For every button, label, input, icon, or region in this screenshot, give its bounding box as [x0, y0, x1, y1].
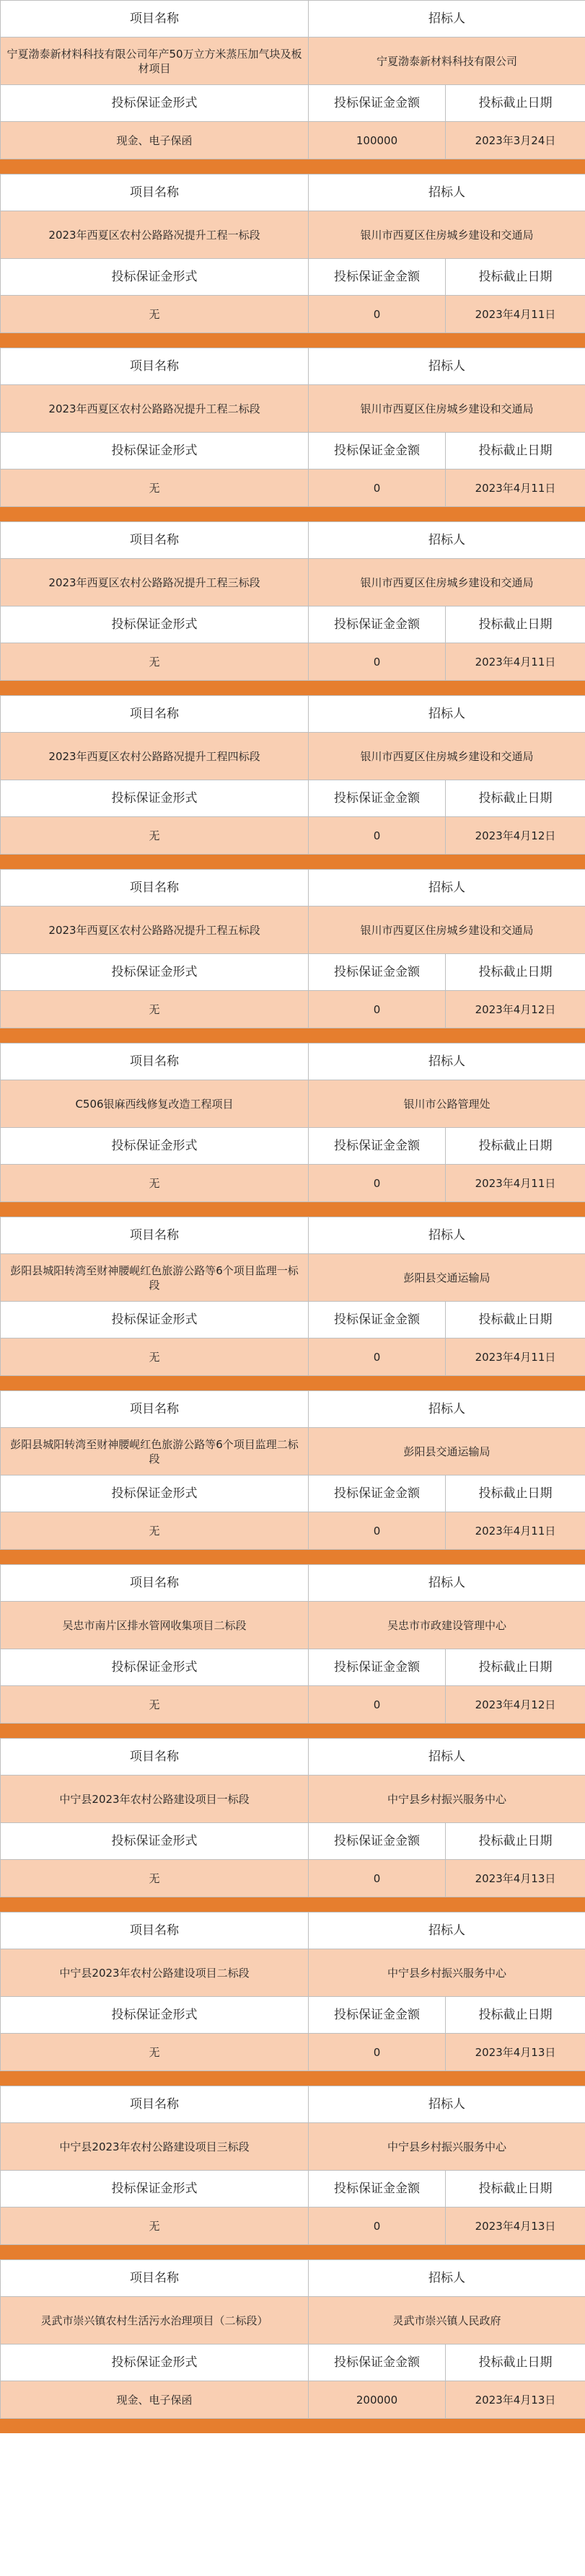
- bond-form-header: 投标保证金形式: [1, 606, 309, 643]
- project-name-value: 宁夏渤泰新材料科技有限公司年产50万立方米蒸压加气块及板材项目: [1, 38, 309, 85]
- tenderer-header: 招标人: [309, 1217, 585, 1254]
- bond-form-value: 无: [1, 1860, 309, 1897]
- deadline-value: 2023年4月13日: [446, 2381, 585, 2419]
- header-row-project: [1, 1044, 585, 1080]
- bond-amount-header: 投标保证金金额: [309, 606, 446, 643]
- header-row-bond: [1, 1823, 585, 1860]
- tenderer-header: 招标人: [309, 2086, 585, 2123]
- bond-amount-value: 0: [309, 1165, 446, 1202]
- bond-amount-header: 投标保证金金额: [309, 1823, 446, 1860]
- bond-form-header: 投标保证金形式: [1, 2171, 309, 2207]
- header-row-bond: [1, 1476, 585, 1512]
- tender-table: [0, 1390, 585, 1550]
- header-row-bond: [1, 1128, 585, 1165]
- header-row-project: [1, 1217, 585, 1254]
- block-separator: [0, 1550, 585, 1564]
- header-row-bond: [1, 433, 585, 469]
- deadline-value: 2023年4月11日: [446, 296, 585, 333]
- value-row-bond: [1, 2381, 585, 2419]
- tenderer-header: 招标人: [309, 175, 585, 211]
- bond-amount-header: 投标保证金金额: [309, 954, 446, 991]
- project-name-header: 项目名称: [1, 1217, 309, 1254]
- value-row-project: [1, 38, 585, 85]
- deadline-header: 投标截止日期: [446, 1128, 585, 1165]
- deadline-header: 投标截止日期: [446, 2345, 585, 2381]
- value-row-bond: [1, 1165, 585, 1202]
- bond-form-value: 现金、电子保函: [1, 122, 309, 159]
- block-separator: [0, 333, 585, 348]
- bond-amount-header: 投标保证金金额: [309, 1476, 446, 1512]
- bond-form-header: 投标保证金形式: [1, 1476, 309, 1512]
- bond-form-value: 无: [1, 296, 309, 333]
- project-name-value: 2023年西夏区农村公路路况提升工程三标段: [1, 559, 309, 606]
- value-row-bond: [1, 817, 585, 855]
- tender-block: [0, 348, 585, 521]
- tender-table: [0, 1217, 585, 1376]
- bond-amount-header: 投标保证金金额: [309, 1649, 446, 1686]
- tenderer-header: 招标人: [309, 1913, 585, 1949]
- tender-table: [0, 348, 585, 507]
- block-separator: [0, 1376, 585, 1390]
- bond-amount-value: 0: [309, 2207, 446, 2245]
- header-row-project: [1, 1391, 585, 1428]
- deadline-header: 投标截止日期: [446, 259, 585, 296]
- tender-table: [0, 1738, 585, 1897]
- bond-form-value: 无: [1, 1165, 309, 1202]
- tenderer-header: 招标人: [309, 1565, 585, 1602]
- tenderer-header: 招标人: [309, 348, 585, 385]
- deadline-value: 2023年4月12日: [446, 1686, 585, 1724]
- project-name-header: 项目名称: [1, 522, 309, 559]
- bond-amount-header: 投标保证金金额: [309, 1128, 446, 1165]
- bond-form-value: 无: [1, 2207, 309, 2245]
- header-row-bond: [1, 85, 585, 122]
- header-row-bond: [1, 1649, 585, 1686]
- tenderer-value: 中宁县乡村振兴服务中心: [309, 1776, 585, 1823]
- bond-form-value: 无: [1, 643, 309, 681]
- tender-table: [0, 695, 585, 855]
- bond-form-value: 现金、电子保函: [1, 2381, 309, 2419]
- value-row-project: [1, 907, 585, 954]
- tender-table: [0, 174, 585, 333]
- tender-block: [0, 1043, 585, 1217]
- bond-form-value: 无: [1, 469, 309, 507]
- tender-table: [0, 0, 585, 159]
- block-separator: [0, 2245, 585, 2259]
- bond-form-header: 投标保证金形式: [1, 954, 309, 991]
- bond-form-value: 无: [1, 1338, 309, 1376]
- header-row-project: [1, 2086, 585, 2123]
- value-row-bond: [1, 1860, 585, 1897]
- value-row-bond: [1, 1512, 585, 1550]
- value-row-bond: [1, 1686, 585, 1724]
- value-row-project: [1, 2297, 585, 2345]
- deadline-header: 投标截止日期: [446, 1476, 585, 1512]
- header-row-bond: [1, 1302, 585, 1338]
- tender-block: [0, 869, 585, 1043]
- header-row-project: [1, 348, 585, 385]
- bond-form-header: 投标保证金形式: [1, 85, 309, 122]
- project-name-value: 中宁县2023年农村公路建设项目三标段: [1, 2123, 309, 2171]
- value-row-project: [1, 1776, 585, 1823]
- deadline-value: 2023年3月24日: [446, 122, 585, 159]
- bond-amount-header: 投标保证金金额: [309, 433, 446, 469]
- tenderer-value: 银川市西夏区住房城乡建设和交通局: [309, 385, 585, 433]
- tenderer-value: 宁夏渤泰新材料科技有限公司: [309, 38, 585, 85]
- block-separator: [0, 855, 585, 869]
- header-row-bond: [1, 606, 585, 643]
- header-row-project: [1, 1565, 585, 1602]
- tenderer-value: 银川市西夏区住房城乡建设和交通局: [309, 211, 585, 259]
- bond-form-value: 无: [1, 1512, 309, 1550]
- tender-table: [0, 2086, 585, 2245]
- tenderer-header: 招标人: [309, 1, 585, 38]
- tenderer-header: 招标人: [309, 696, 585, 733]
- deadline-header: 投标截止日期: [446, 1997, 585, 2034]
- project-name-value: 灵武市崇兴镇农村生活污水治理项目（二标段）: [1, 2297, 309, 2345]
- project-name-header: 项目名称: [1, 1565, 309, 1602]
- block-separator: [0, 1724, 585, 1738]
- tender-table: [0, 1043, 585, 1202]
- deadline-value: 2023年4月12日: [446, 991, 585, 1028]
- bond-amount-value: 200000: [309, 2381, 446, 2419]
- tender-block: [0, 521, 585, 695]
- header-row-project: [1, 522, 585, 559]
- deadline-header: 投标截止日期: [446, 606, 585, 643]
- project-name-header: 项目名称: [1, 1044, 309, 1080]
- tenderer-value: 灵武市崇兴镇人民政府: [309, 2297, 585, 2345]
- block-separator: [0, 159, 585, 174]
- header-row-bond: [1, 2171, 585, 2207]
- value-row-bond: [1, 122, 585, 159]
- value-row-project: [1, 1949, 585, 1997]
- value-row-project: [1, 1428, 585, 1476]
- tenderer-header: 招标人: [309, 1391, 585, 1428]
- tenderer-value: 彭阳县交通运输局: [309, 1428, 585, 1476]
- header-row-project: [1, 870, 585, 907]
- header-row-bond: [1, 259, 585, 296]
- bond-form-header: 投标保证金形式: [1, 259, 309, 296]
- project-name-value: 2023年西夏区农村公路路况提升工程一标段: [1, 211, 309, 259]
- header-row-bond: [1, 2345, 585, 2381]
- block-separator: [0, 1028, 585, 1043]
- deadline-value: 2023年4月11日: [446, 1512, 585, 1550]
- tenderer-value: 银川市西夏区住房城乡建设和交通局: [309, 907, 585, 954]
- value-row-bond: [1, 2034, 585, 2071]
- bond-amount-value: 0: [309, 817, 446, 855]
- tender-block: [0, 1564, 585, 1738]
- deadline-value: 2023年4月12日: [446, 817, 585, 855]
- value-row-project: [1, 385, 585, 433]
- tenderer-header: 招标人: [309, 2260, 585, 2297]
- project-name-value: 彭阳县城阳转湾至财神腰岘红色旅游公路等6个项目监理二标段: [1, 1428, 309, 1476]
- value-row-project: [1, 733, 585, 780]
- deadline-value: 2023年4月11日: [446, 469, 585, 507]
- bond-amount-value: 0: [309, 991, 446, 1028]
- value-row-project: [1, 1602, 585, 1649]
- tender-block: [0, 0, 585, 174]
- project-name-header: 项目名称: [1, 1739, 309, 1776]
- value-row-project: [1, 2123, 585, 2171]
- tenderer-value: 吴忠市市政建设管理中心: [309, 1602, 585, 1649]
- deadline-header: 投标截止日期: [446, 433, 585, 469]
- tender-block: [0, 1912, 585, 2086]
- bond-amount-header: 投标保证金金额: [309, 259, 446, 296]
- header-row-project: [1, 2260, 585, 2297]
- bond-amount-value: 0: [309, 1338, 446, 1376]
- tender-block: [0, 174, 585, 348]
- tenderer-value: 彭阳县交通运输局: [309, 1254, 585, 1302]
- bond-form-header: 投标保证金形式: [1, 433, 309, 469]
- tender-block: [0, 695, 585, 869]
- header-row-bond: [1, 1997, 585, 2034]
- project-name-value: C506银麻西线修复改造工程项目: [1, 1080, 309, 1128]
- deadline-header: 投标截止日期: [446, 1302, 585, 1338]
- value-row-project: [1, 1080, 585, 1128]
- value-row-bond: [1, 2207, 585, 2245]
- deadline-header: 投标截止日期: [446, 1823, 585, 1860]
- bond-amount-header: 投标保证金金额: [309, 2171, 446, 2207]
- project-name-value: 中宁县2023年农村公路建设项目二标段: [1, 1949, 309, 1997]
- bond-amount-value: 0: [309, 643, 446, 681]
- deadline-header: 投标截止日期: [446, 954, 585, 991]
- block-separator: [0, 507, 585, 521]
- block-separator: [0, 2419, 585, 2433]
- project-name-value: 中宁县2023年农村公路建设项目一标段: [1, 1776, 309, 1823]
- tenderer-header: 招标人: [309, 870, 585, 907]
- project-name-header: 项目名称: [1, 1913, 309, 1949]
- deadline-header: 投标截止日期: [446, 85, 585, 122]
- bond-form-header: 投标保证金形式: [1, 1649, 309, 1686]
- block-separator: [0, 681, 585, 695]
- header-row-project: [1, 696, 585, 733]
- value-row-project: [1, 559, 585, 606]
- tender-block: [0, 1217, 585, 1390]
- bond-amount-value: 0: [309, 296, 446, 333]
- project-name-header: 项目名称: [1, 2260, 309, 2297]
- bond-form-header: 投标保证金形式: [1, 1302, 309, 1338]
- tender-table: [0, 1912, 585, 2071]
- bond-form-header: 投标保证金形式: [1, 1997, 309, 2034]
- project-name-header: 项目名称: [1, 175, 309, 211]
- tender-table: [0, 1564, 585, 1724]
- project-name-value: 2023年西夏区农村公路路况提升工程四标段: [1, 733, 309, 780]
- bond-amount-header: 投标保证金金额: [309, 1997, 446, 2034]
- project-name-value: 2023年西夏区农村公路路况提升工程五标段: [1, 907, 309, 954]
- block-separator: [0, 2071, 585, 2086]
- bond-form-header: 投标保证金形式: [1, 1128, 309, 1165]
- tender-table: [0, 2259, 585, 2419]
- bond-amount-value: 0: [309, 2034, 446, 2071]
- tender-block: [0, 1390, 585, 1564]
- block-separator: [0, 1202, 585, 1217]
- bond-amount-header: 投标保证金金额: [309, 2345, 446, 2381]
- deadline-value: 2023年4月11日: [446, 643, 585, 681]
- value-row-bond: [1, 1338, 585, 1376]
- project-name-value: 2023年西夏区农村公路路况提升工程二标段: [1, 385, 309, 433]
- bond-amount-header: 投标保证金金额: [309, 85, 446, 122]
- tenderer-value: 银川市西夏区住房城乡建设和交通局: [309, 559, 585, 606]
- header-row-bond: [1, 780, 585, 817]
- header-row-project: [1, 175, 585, 211]
- bond-amount-header: 投标保证金金额: [309, 780, 446, 817]
- value-row-project: [1, 1254, 585, 1302]
- bond-amount-value: 100000: [309, 122, 446, 159]
- bond-form-value: 无: [1, 991, 309, 1028]
- bond-form-header: 投标保证金形式: [1, 2345, 309, 2381]
- project-name-header: 项目名称: [1, 1, 309, 38]
- value-row-bond: [1, 469, 585, 507]
- tender-table: [0, 869, 585, 1028]
- deadline-value: 2023年4月13日: [446, 2207, 585, 2245]
- header-row-project: [1, 1913, 585, 1949]
- tenderer-value: 银川市公路管理处: [309, 1080, 585, 1128]
- bond-form-value: 无: [1, 1686, 309, 1724]
- value-row-project: [1, 211, 585, 259]
- bond-amount-header: 投标保证金金额: [309, 1302, 446, 1338]
- tender-block: [0, 2259, 585, 2433]
- header-row-project: [1, 1, 585, 38]
- value-row-bond: [1, 296, 585, 333]
- project-name-header: 项目名称: [1, 2086, 309, 2123]
- tender-block: [0, 1738, 585, 1912]
- tender-block: [0, 2086, 585, 2259]
- tenderer-value: 银川市西夏区住房城乡建设和交通局: [309, 733, 585, 780]
- deadline-header: 投标截止日期: [446, 1649, 585, 1686]
- bond-form-value: 无: [1, 817, 309, 855]
- bond-form-header: 投标保证金形式: [1, 1823, 309, 1860]
- tenderer-value: 中宁县乡村振兴服务中心: [309, 2123, 585, 2171]
- header-row-project: [1, 1739, 585, 1776]
- deadline-value: 2023年4月13日: [446, 1860, 585, 1897]
- deadline-value: 2023年4月13日: [446, 2034, 585, 2071]
- deadline-header: 投标截止日期: [446, 780, 585, 817]
- block-separator: [0, 1897, 585, 1912]
- tenderer-header: 招标人: [309, 1044, 585, 1080]
- bond-form-header: 投标保证金形式: [1, 780, 309, 817]
- bond-form-value: 无: [1, 2034, 309, 2071]
- project-name-header: 项目名称: [1, 348, 309, 385]
- project-name-header: 项目名称: [1, 696, 309, 733]
- tenderer-header: 招标人: [309, 522, 585, 559]
- header-row-bond: [1, 954, 585, 991]
- bond-amount-value: 0: [309, 469, 446, 507]
- bond-amount-value: 0: [309, 1686, 446, 1724]
- project-name-header: 项目名称: [1, 1391, 309, 1428]
- deadline-value: 2023年4月11日: [446, 1165, 585, 1202]
- bond-amount-value: 0: [309, 1860, 446, 1897]
- project-name-value: 吴忠市南片区排水管网收集项目二标段: [1, 1602, 309, 1649]
- value-row-bond: [1, 991, 585, 1028]
- deadline-header: 投标截止日期: [446, 2171, 585, 2207]
- tender-table: [0, 521, 585, 681]
- bond-amount-value: 0: [309, 1512, 446, 1550]
- tenderer-header: 招标人: [309, 1739, 585, 1776]
- deadline-value: 2023年4月11日: [446, 1338, 585, 1376]
- value-row-bond: [1, 643, 585, 681]
- project-name-header: 项目名称: [1, 870, 309, 907]
- tenderer-value: 中宁县乡村振兴服务中心: [309, 1949, 585, 1997]
- project-name-value: 彭阳县城阳转湾至财神腰岘红色旅游公路等6个项目监理一标段: [1, 1254, 309, 1302]
